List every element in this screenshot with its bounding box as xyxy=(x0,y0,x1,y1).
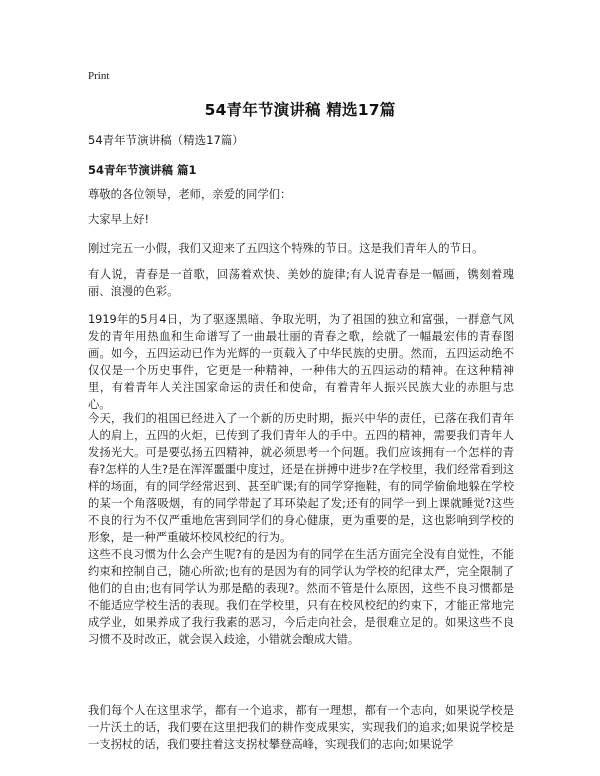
print-label: Print xyxy=(88,70,110,82)
paragraph-salutation: 尊敬的各位领导，老师，亲爱的同学们： xyxy=(88,188,292,201)
paragraph-body: 今天，我们的祖国已经进入了一个新的历史时期，振兴中华的责任，已落在我们青年人的肩上，五四的火炬，已传到了我们青年人的手中。五四的精神，需要我们青年人发扬光大。可是要弘扬五四精神，就必须思考一个问题。我们应该拥有一个怎样的青春?怎样的人生?是在浑浑噩噩中度过，还是在拼搏中进步?在学校里，我们经常看到这样的场面，有的同学经常迟到、甚至旷课;有的同学穿拖鞋，有的同学偷偷地躲在学校的某一个角落吸烟，有的同学带起了耳环染起了发;还有的同学一到上课就睡觉?这些不良的行为不仅严重地危害到同学们的身心健康，更为重要的是，这也影响到学校的形象，是一种严重破坏校风校纪的行为。 xyxy=(88,412,514,544)
paragraph-body: 1919年的5月4日，为了驱逐黑暗、争取光明，为了祖国的独立和富强，一群意气风发的青年用热血和生命谱写了一曲最壮丽的青春之歌，绘就了一幅最宏伟的青春图画。如今，五四运动已作为光辉的一页载入了中华民族的史册。然而，五四运动绝不仅仅是一个历史事件，它更是一种精神，一种伟大的五四运动的精神。在这种精神里，有着青年人关注国家命运的责任和使命，有着青年人振兴民族大业的赤胆与忠心。 xyxy=(88,313,514,411)
document-title: 54青年节演讲稿 精选17篇 xyxy=(204,101,396,119)
paragraph-body: 这些不良习惯为什么会产生呢?有的是因为有的同学在生活方面完全没有自觉性，不能约束和控制自己，随心所欲;也有的是因为有的同学认为学校的纪律太严，完全限制了他们的自由;也有同学认为那是酷的表现?。然而不管是什么原因，这些不良习惯都是不能适应学校生活的表现。我们在学校里，只有在校风校纪的约束下，才能正常地完成学业，如果养成了我行我素的恶习，今后走向社会，是很难立足的。如果这些不良习惯不及时改正，就会误入歧途，小错就会酿成大错。 xyxy=(88,548,514,646)
section-heading: 54青年节演讲稿 篇1 xyxy=(88,163,197,177)
document-subtitle: 54青年节演讲稿（精选17篇） xyxy=(88,133,244,147)
paragraph-body: 刚过完五一小假，我们又迎来了五四这个特殊的节日。这是我们青年人的节日。 xyxy=(88,242,484,255)
paragraph-greeting: 大家早上好! xyxy=(88,213,150,226)
paragraph-body: 我们每个人在这里求学，都有一个追求，都有一理想，都有一个志向，如果说学校是一片沃土的话，我们要在这里把我们的耕作变成果实，实现我们的追求;如果说学校是一支拐杖的话，我们要拄着这支拐杖攀登高峰，实现我们的志向;如果说学 xyxy=(88,704,514,751)
paragraph-body: 有人说，青春是一首歌，回荡着欢快、美妙的旋律;有人说青春是一幅画，镌刻着瑰丽、浪漫的色彩。 xyxy=(88,268,514,298)
